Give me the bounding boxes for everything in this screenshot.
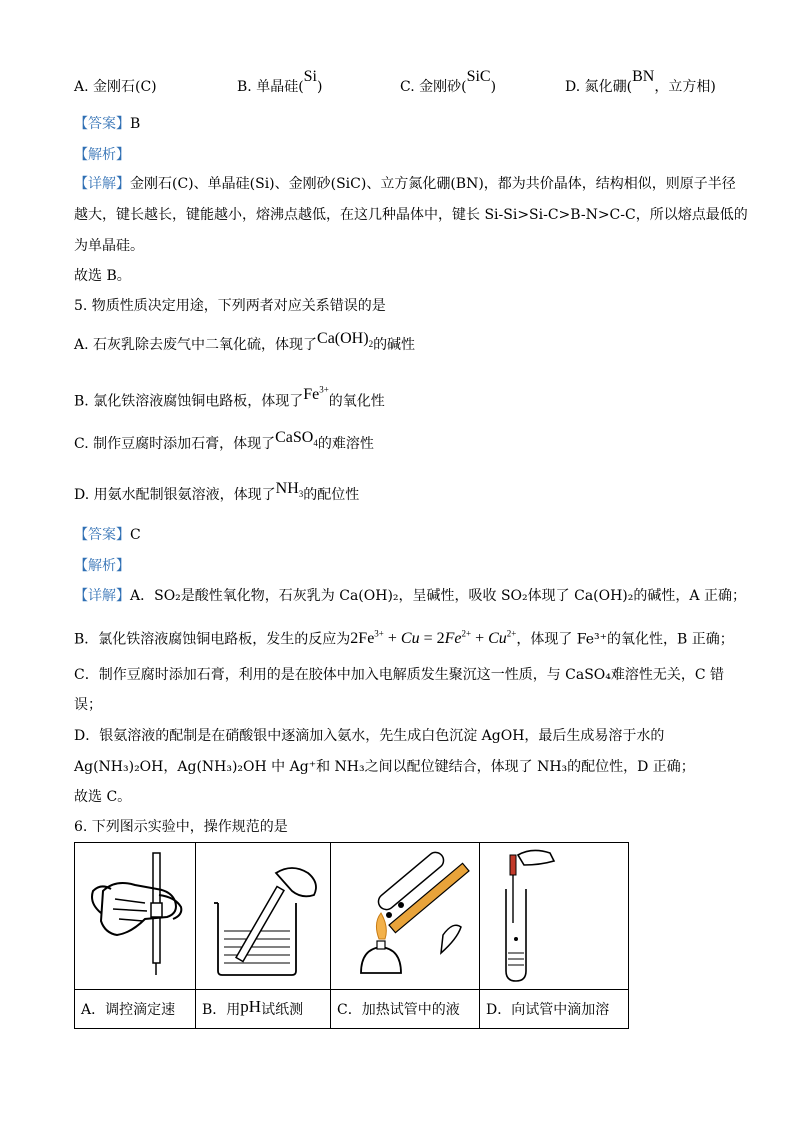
- q5-stem: 5. 物质性质决定用途，下列两者对应关系错误的是: [74, 298, 386, 314]
- q5-option-c: C. 制作豆腐时添加石膏，体现了CaSO$_4$的难溶性: [74, 429, 374, 452]
- q5-analysis-tag: 【解析】: [74, 558, 130, 574]
- q4-option-b: B. 单晶硅(Si): [237, 68, 323, 95]
- figure-a-burette: [75, 843, 196, 990]
- q5-detail-b: B．氯化铁溶液腐蚀铜电路板，发生的反应为$2Fe^{3+} + Cu = 2Fe^{2+} + Cu^{2+}$，体现了 Fe³⁺的氧化性，B 正确；: [74, 629, 734, 648]
- q5-option-d: D. 用氨水配制银氨溶液，体现了$NH_3$的配位性: [74, 480, 360, 503]
- q4-conclusion: 故选 B。: [74, 268, 131, 284]
- heating-test-tube-icon: [331, 843, 479, 985]
- q6-stem: 6. 下列图示实验中，操作规范的是: [74, 819, 288, 835]
- formula-sic: SiC: [466, 68, 491, 85]
- q4-analysis-tag: 【解析】: [74, 147, 130, 163]
- q4-option-a: A. 金刚石(C): [74, 79, 157, 95]
- q5-option-b: B. 氯化铁溶液腐蚀铜电路板，体现了$Fe^{3+}$的氧化性: [74, 385, 385, 410]
- q4-answer: 【答案】B: [74, 116, 141, 132]
- caption-d: D．向试管中滴加溶: [480, 990, 629, 1029]
- q4-detail-line-2: 越大，键长越长，键能越小，熔沸点越低，在这几种晶体中，键长 Si-Si>Si-C>B-N>C-C，所以熔点最低的: [74, 207, 748, 223]
- caption-c: C．加热试管中的液: [331, 990, 480, 1029]
- q5-detail-d-line-2: Ag(NH₃)₂OH，Ag(NH₃)₂OH 中 Ag⁺和 NH₃之间以配位键结合，体现了 NH₃的配位性，D 正确；: [74, 759, 695, 775]
- q6-figure-table: [74, 842, 629, 1029]
- figure-d-dropper: [480, 843, 629, 990]
- q4-option-c: C. 金刚砂(SiC): [400, 68, 497, 95]
- q4-option-d: D. 氮化硼(BN，立方相): [565, 68, 716, 95]
- ph-paper-beaker-icon: [196, 843, 330, 985]
- dropper-test-tube-icon: [480, 843, 628, 985]
- q4-detail-line-3: 为单晶硅。: [74, 238, 144, 254]
- q5-detail-a: 【详解】A．SO₂是酸性氧化物，石灰乳为 Ca(OH)₂，呈碱性，吸收 SO₂体现了 Ca(OH)₂的碱性，A 正确；: [74, 588, 746, 604]
- formula-bn: BN: [632, 68, 655, 85]
- hand-titration-icon: [75, 843, 195, 985]
- q5-answer: 【答案】C: [74, 527, 141, 543]
- caption-a: A．调控滴定速: [75, 990, 196, 1029]
- reaction-equation: $2Fe^{3+} + Cu = 2Fe^{2+} + Cu^{2+}$: [350, 629, 517, 648]
- formula-si: Si: [303, 68, 317, 85]
- q4-detail-line-1: 【详解】金刚石(C)、单晶硅(Si)、金刚砂(SiC)、立方氮化硼(BN)，都为共价晶体，结构相似，则原子半径: [74, 176, 736, 192]
- q5-detail-d-line-1: D．银氨溶液的配制是在硝酸银中逐滴加入氨水，先生成白色沉淀 AgOH，最后生成易溶于水的: [74, 728, 665, 744]
- figure-c-heating: [331, 843, 480, 990]
- figure-b-beaker: [196, 843, 331, 990]
- q5-detail-c-line-2: 误；: [74, 697, 102, 713]
- q5-detail-c-line-1: C．制作豆腐时添加石膏，利用的是在胶体中加入电解质发生聚沉这一性质，与 CaSO₄难溶性无关，C 错: [74, 667, 725, 683]
- q5-option-a: A. 石灰乳除去废气中二氧化硫，体现了$Ca(OH)_2$的碱性: [74, 330, 416, 353]
- caption-b: B．用pH试纸测: [196, 990, 331, 1029]
- q5-conclusion: 故选 C。: [74, 789, 132, 805]
